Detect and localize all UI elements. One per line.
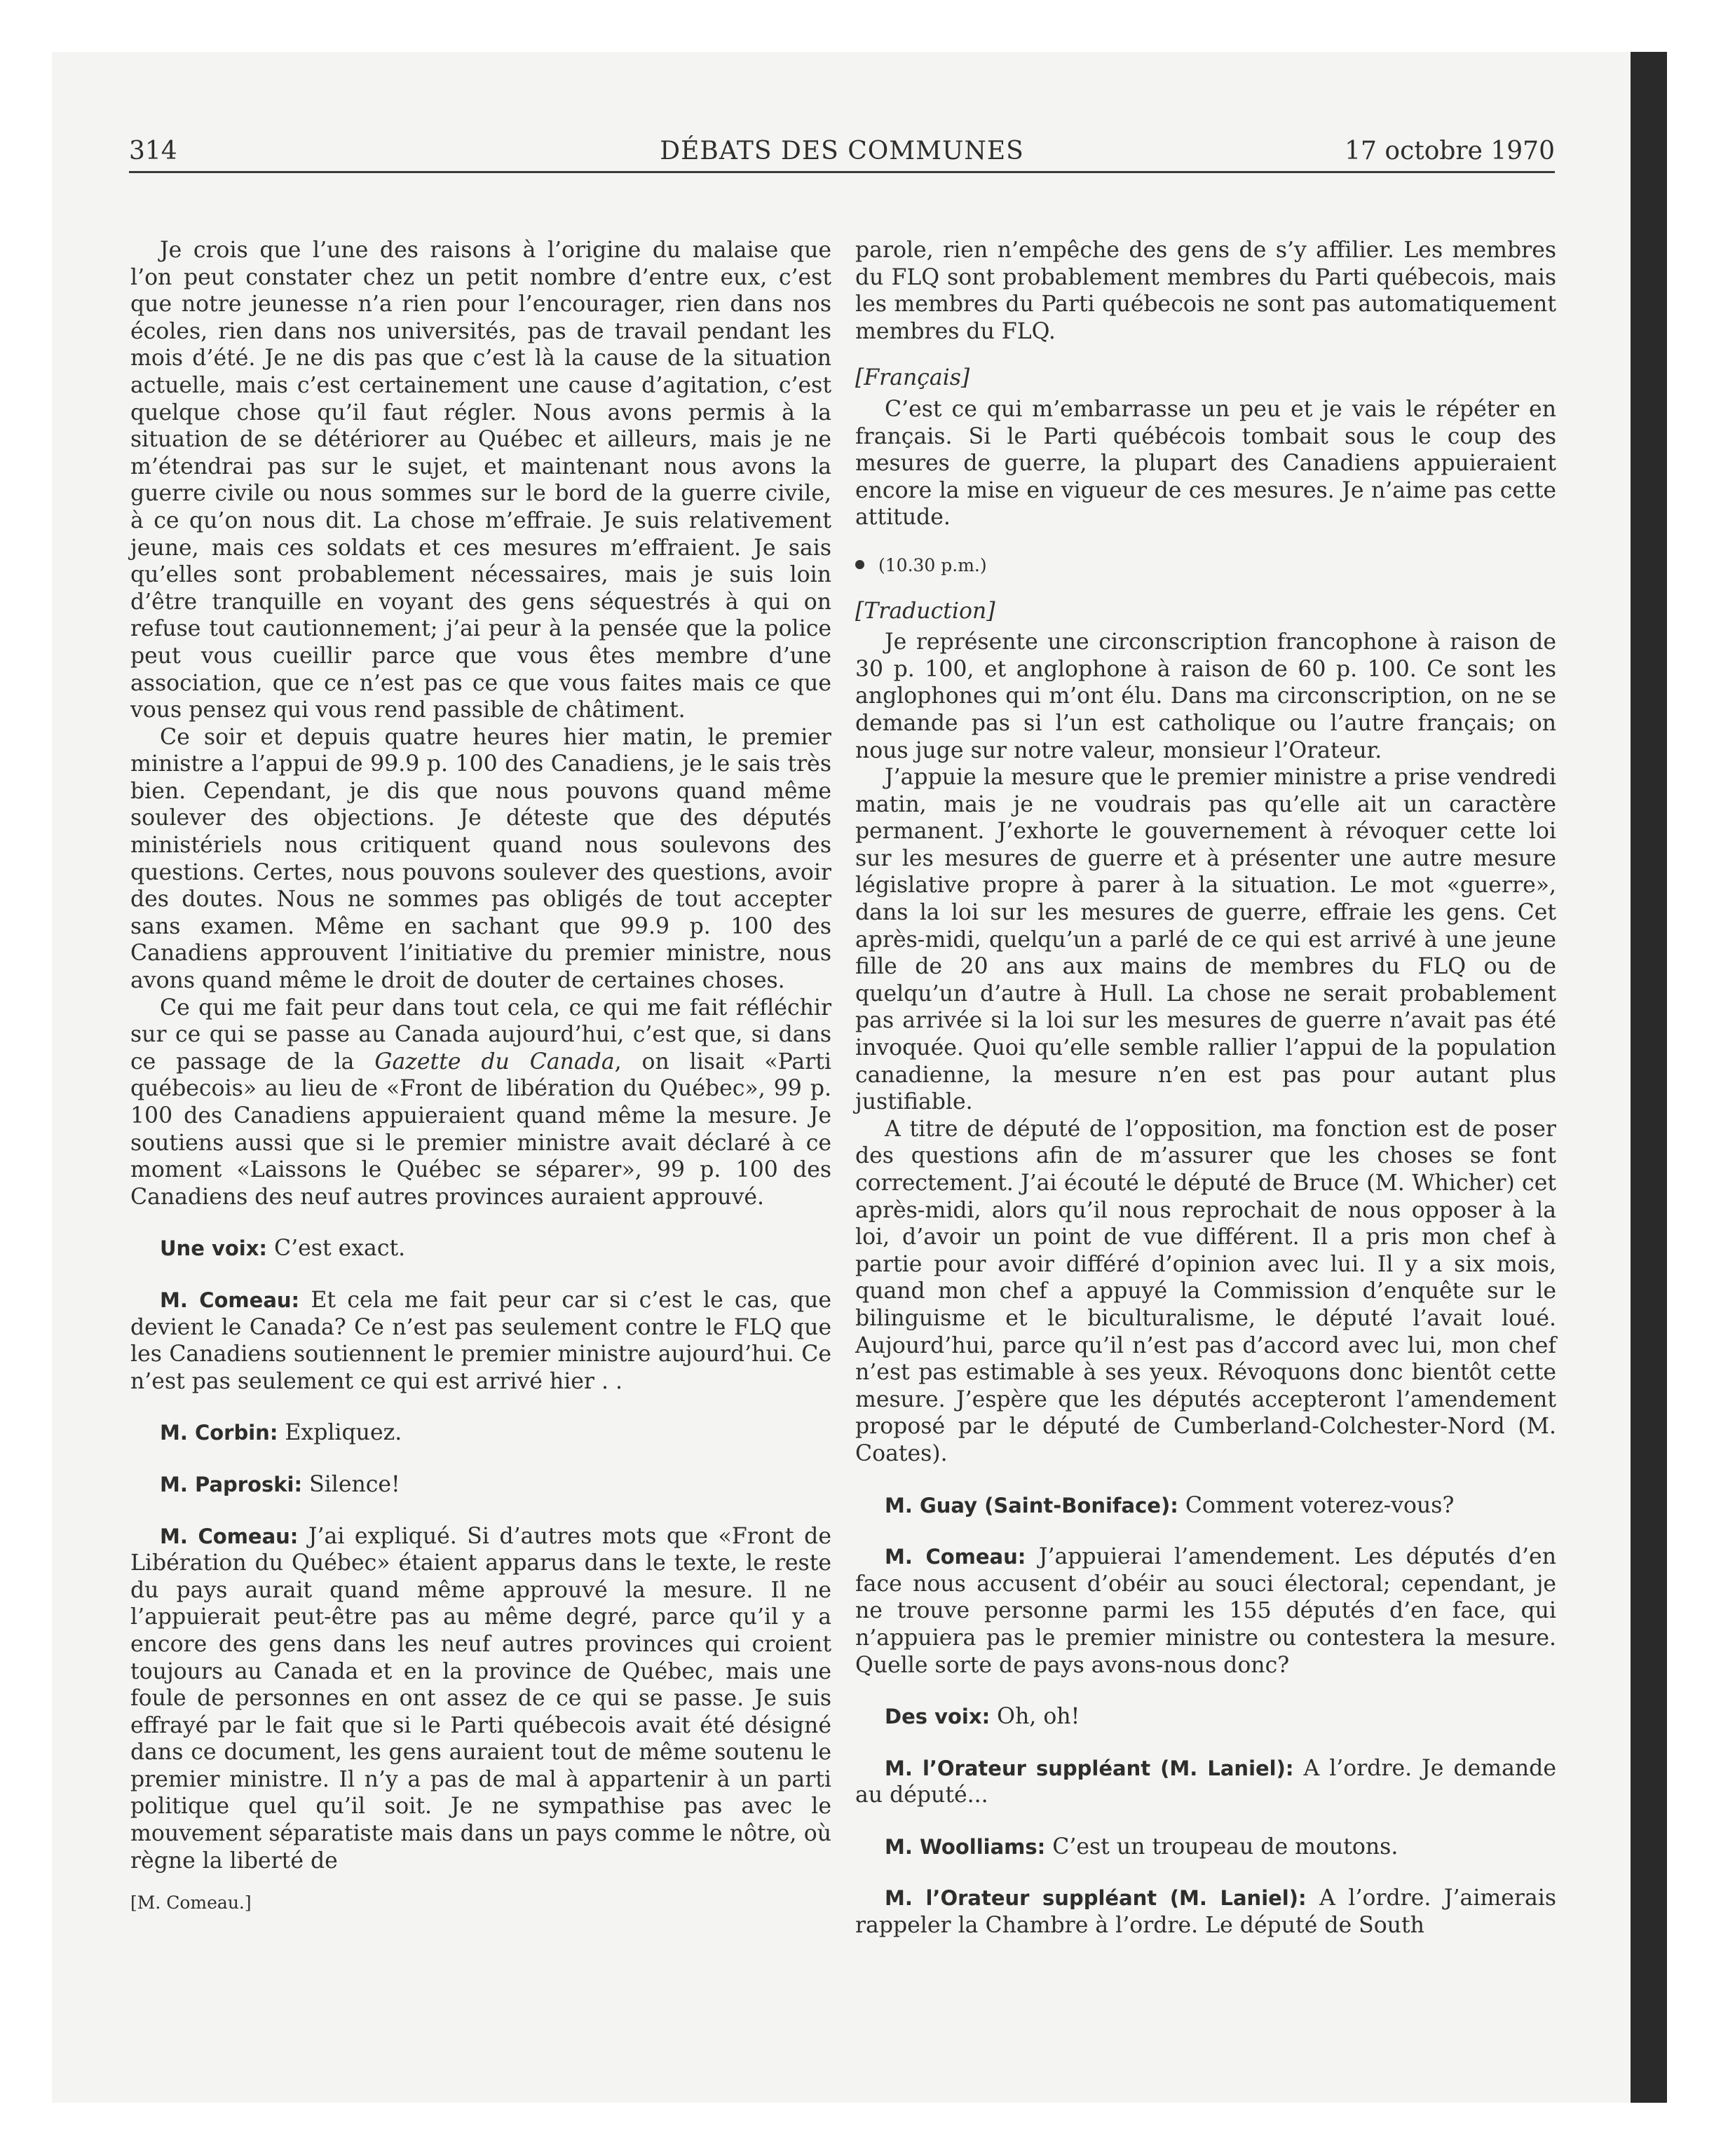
left-column bbox=[130, 237, 831, 1917]
speaker-footer: [M. Comeau.] bbox=[130, 1892, 252, 1913]
speech: M. l’Orateur suppléant (M. Laniel): A l’ordre. J’aimerais rappeler la Chambre à l’ordre. Le député de South bbox=[855, 1885, 1557, 1939]
speech: M. Comeau: J’appuierai l’amendement. Les députés d’en face nous accusent d’obéir au souci électoral; cependant, je ne trouve personne parmi les 155 députés d’en face, qui n’appuiera pas le premier ministre ou contestera la mesure. Quelle sorte de pays avons-nous donc? bbox=[855, 1544, 1556, 1678]
paragraph: Ce soir et depuis quatre heures hier matin, le premier ministre a l’appui de 99.9 p. 100 des Canadiens, je le sais très bien. Cependant, je dis que nous pouvons quand même soulever des objections. Je déteste que des députés ministériels nous critiquent quand nous soulevons des questions. Certes, nous pouvons soulever des questions, avoir des doutes. Nous ne sommes pas obligés de tout accepter sans examen. Même en sachant que 99.9 p. 100 des Canadiens approuvent l’initiative du premier ministre, nous avons quand même le droit de douter de certaines choses. bbox=[130, 724, 831, 994]
speaker-name: Une voix: bbox=[160, 1236, 268, 1261]
publication-title: DÉBATS DES COMMUNES bbox=[660, 137, 1024, 165]
speaker-name: Des voix: bbox=[885, 1705, 991, 1729]
speaker-name: M. Comeau: bbox=[160, 1288, 300, 1312]
speaker-name: M. l’Orateur suppléant (M. Laniel): bbox=[885, 1756, 1294, 1780]
speech: M. Paproski: Silence! bbox=[160, 1471, 400, 1497]
speech: M. l’Orateur suppléant (M. Laniel): A l’ordre. Je demande au député... bbox=[855, 1755, 1556, 1808]
language-marker: [Traduction] bbox=[855, 598, 995, 624]
paragraph: Ce qui me fait peur dans tout cela, ce qui me fait réfléchir sur ce qui se passe au Canada aujourd’hui, c’est que, si dans ce passage de la Gazette du Canada, on lisait «Parti québecois» au lieu de «Front de libération du Québec», 99 p. 100 des Canadiens appuieraient quand même la mesure. Je soutiens aussi que si le premier ministre avait déclaré à ce moment «Laissons le Québec se séparer», 99 p. 100 des Canadiens des neuf autres provinces auraient approuvé. bbox=[130, 995, 831, 1210]
speaker-name: M. Paproski: bbox=[160, 1472, 303, 1496]
paragraph: A titre de député de l’opposition, ma fonction est de poser des questions afin de m’assurer que les choses se font correctement. J’ai écouté le député de Bruce (M. Whicher) cet après-midi, alors qu’il nous reprochait de nous opposer à la loi, d’avoir un point de vue différent. Il a pris mon chef à partie pour avoir différé d’opinion avec lui. Il y a six mois, quand mon chef a appuyé la Commission d’enquête sur le bilinguisme et le biculturalisme, le député l’avait loué. Aujourd’hui, parce qu’il n’est pas d’accord avec lui, mon chef n’est pas estimable à ses yeux. Révoquons donc bientôt cette mesure. J’espère que les députés accepteront l’amendement proposé par le député de Cumberland-Colchester-Nord (M. Coates). bbox=[855, 1116, 1556, 1466]
paragraph: Je crois que l’une des raisons à l’origine du malaise que l’on peut constater chez un petit nombre d’entre eux, c’est que notre jeunesse n’a rien pour l’encourager, rien dans nos écoles, rien dans nos universités, pas de travail pendant les mois d’été. Je ne dis pas que c’est là la cause de la situation actuelle, mais c’est certainement une cause d’agitation, c’est quelque chose qu’il faut régler. Nous avons permis à la situation de se détériorer au Québec et ailleurs, mais je ne m’étendrai pas sur le sujet, et maintenant nous avons la guerre civile ou nous sommes sur le bord de la guerre civile, à ce qu’on nous dit. La chose m’effraie. Je suis relativement jeune, mais ces soldats et ces mesures m’effraient. Je sais qu’elles sont probablement nécessaires, mais je suis loin d’être tranquille en voyant des gens séquestrés à qui on refuse tout cautionnement; j’ai peur à la pensée que la police peut vous cueillir parce que vous êtes membre d’une association, que ce n’est pas ce que vous faites mais ce que vous pensez qui vous rend passible de châtiment. bbox=[130, 238, 831, 723]
speech: M. Comeau: Et cela me fait peur car si c’est le cas, que devient le Canada? Ce n’est pas seulement contre le FLQ que les Canadiens soutiennent le premier ministre aujourd’hui. Ce n’est pas seulement ce qui est arrivé hier . . bbox=[130, 1287, 831, 1394]
speech: Une voix: C’est exact. bbox=[160, 1236, 406, 1262]
page-number: 314 bbox=[129, 137, 177, 165]
speaker-name: M. Comeau: bbox=[160, 1524, 299, 1548]
paragraph: C’est ce qui m’embarrasse un peu et je vais le répéter en français. Si le Parti québécois tombait sous le coup des mesures de guerre, la plupart des Canadiens appuieraient encore la mise en vigueur de ces mesures. Je n’aime pas cette attitude. bbox=[855, 396, 1556, 531]
paragraph: parole, rien n’empêche des gens de s’y affilier. Les membres du FLQ sont probablement membres du Parti québecois, mais les membres du Parti québecois ne sont pas automatiquement membres du FLQ. bbox=[855, 238, 1556, 344]
speaker-name: M. Corbin: bbox=[160, 1421, 278, 1445]
page-edge-shadow bbox=[1631, 52, 1667, 2103]
speech: Des voix: Oh, oh! bbox=[885, 1704, 1080, 1730]
bullet-icon bbox=[855, 560, 864, 569]
speaker-name: M. Woolliams: bbox=[885, 1834, 1046, 1859]
gazette-title: Gazette du Canada bbox=[374, 1049, 615, 1074]
time-marker: (10.30 p.m.) bbox=[855, 552, 1556, 580]
speaker-name: M. Guay (Saint-Boniface): bbox=[885, 1493, 1178, 1517]
publication-date: 17 octobre 1970 bbox=[1345, 137, 1555, 165]
speaker-name: M. Comeau: bbox=[885, 1545, 1026, 1569]
speech: M. Corbin: Expliquez. bbox=[160, 1420, 402, 1446]
speech: M. Comeau: J’ai expliqué. Si d’autres mots que «Front de Libération du Québec» étaient apparus dans le texte, le reste du pays aurait quand même approuvé la mesure. Il ne l’appuierait peut-être pas au même degré, parce qu’il y a encore des gens dans les neuf autres provinces qui croient toujours au Canada et en la province de Québec, mais une foule de personnes en ont assez de ce qui se passe. Je suis effrayé par le fait que si le Parti québecois avait été désigné dans ce document, les gens auraient tout de même soutenu le premier ministre. Il n’y a pas de mal à appartenir à un parti politique quel qu’il soit. Je ne sympathise pas avec le mouvement séparatiste mais dans un pays comme le nôtre, où règne la liberté de bbox=[130, 1523, 831, 1874]
speech: M. Woolliams: C’est un troupeau de moutons. bbox=[885, 1834, 1399, 1860]
page-header bbox=[129, 136, 1555, 173]
language-marker: [Français] bbox=[855, 365, 970, 391]
paragraph: J’appuie la mesure que le premier ministre a prise vendredi matin, mais je ne voudrais pas qu’elle ait un caractère permanent. J’exhorte le gouvernement à révoquer cette loi sur les mesures de guerre et à présenter une autre mesure législative propre à parer à la situation. Le mot «guerre», dans la loi sur les mesures de guerre, effraie les gens. Cet après-midi, quelqu’un a parlé de ce qui est arrivé à une jeune fille de 20 ans aux mains de membres du FLQ ou de quelqu’un d’autre à Hull. La chose ne serait probablement pas arrivée si la loi sur les mesures de guerre n’avait pas été invoquée. Quoi qu’elle semble rallier l’appui de la population canadienne, la mesure n’en est pas pour autant plus justifiable. bbox=[855, 765, 1556, 1115]
right-column bbox=[855, 237, 1556, 1939]
speaker-name: M. l’Orateur suppléant (M. Laniel): bbox=[885, 1886, 1307, 1911]
speech: M. Guay (Saint-Boniface): Comment voterez-vous? bbox=[885, 1492, 1455, 1518]
paragraph: Je représente une circonscription francophone à raison de 30 p. 100, et anglophone à raison de 60 p. 100. Ce sont les anglophones qui m’ont élu. Dans ma circonscription, on ne se demande pas si l’un est catholique ou l’autre français; on nous juge sur notre valeur, monsieur l’Orateur. bbox=[855, 629, 1556, 763]
